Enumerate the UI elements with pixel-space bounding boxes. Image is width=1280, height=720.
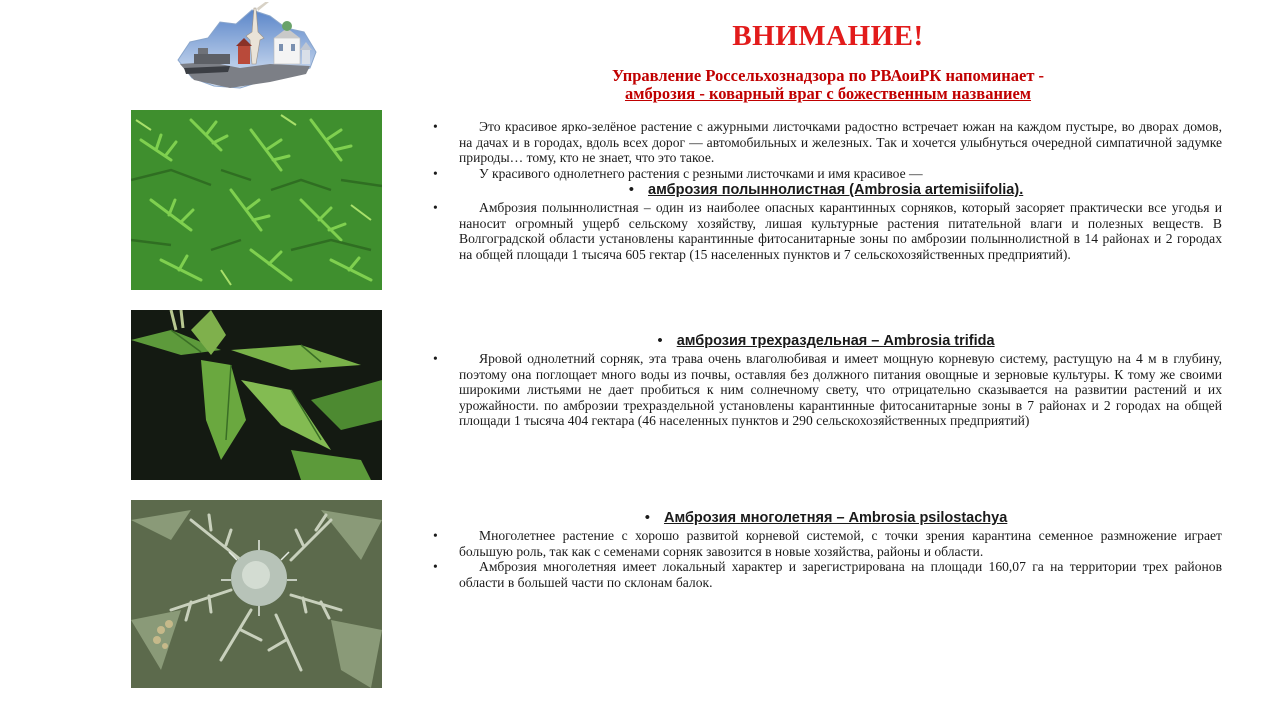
section-heading: • амброзия трехраздельная – Ambrosia trifida xyxy=(657,333,995,349)
section-heading: • Амброзия многолетняя – Ambrosia psilostachya xyxy=(644,510,1008,526)
ambrosia-psilostachya-photo xyxy=(131,500,382,688)
section-description: • Амброзия полыннолистная – один из наиболее опасных карантинных сорняков, который засоряет практически все угодья и наносит огромный ущерб сельскому хозяйству, лишая культурные растения питательной влаги и полезных веществ. В Волгоградской области установлены карантинные фитосанитарные зоны по амброзии полыннолистной в 14 районах и 2 городах на общей площади 1 тысяча 605 гектар (15 населенных пунктов и 7 сельскохозяйственных предприятий). xyxy=(433,200,1222,262)
section-description: • Многолетнее растение с хорошо развитой корневой системой, с точки зрения карантина семенное размножение играет большую роль, так как с семенами сорняк завозится в новые хозяйства, районы и области. xyxy=(433,528,1222,559)
section-artemisiifolia xyxy=(430,119,1222,262)
ambrosia-artemisiifolia-photo xyxy=(131,110,382,290)
page-subtitle xyxy=(520,67,1136,103)
volgograd-region-logo-icon xyxy=(170,2,320,94)
subtitle-line-1: Управление Россельхознадзора по РВАоиРК напоминает - xyxy=(611,66,1045,85)
ambrosia-trifida-photo xyxy=(131,310,382,480)
section-description: • Амброзия многолетняя имеет локальный характер и зарегистрирована на площади 160,07 га на территории трех районов области в большей части по склонам балок. xyxy=(433,559,1222,590)
section-heading: • амброзия полыннолистная (Ambrosia artemisiifolia). xyxy=(628,182,1024,198)
section-description: • Яровой однолетний сорняк, эта трава очень влаголюбивая и имеет мощную корневую систему, растущую на 4 м в глубину, поэтому она поглощает много воды из почвы, оставляя без должного питания овощные и зерновые культуры. К тому же своими широкими листьями не дает пробиться к ним солнечному свету, что отрицательно сказывается на развитии растений и их урожайности. по амброзии трехраздельной установлены карантинные фитосанитарные зоны в 7 районах и 2 городах на общей площади 1 тысяча 404 гектара (46 населенных пунктов и 290 сельскохозяйственных предприятий) xyxy=(433,351,1222,428)
intro-paragraph: • Это красивое ярко-зелёное растение с ажурными листочками радостно встречает южан на каждом пустыре, во дворах домов, на дачах и в городах, вдоль всех дорог — автомобильных и железных. Так и хочется улыбнуться очередной симпатичной задумке природы… тому, кто не знает, что это такое. xyxy=(433,119,1222,165)
section-psilostachya xyxy=(430,509,1222,590)
intro-paragraph: • У красивого однолетнего растения с резными листочками и имя красивое — xyxy=(433,165,923,181)
subtitle-line-2: амброзия - коварный враг с божественным названием xyxy=(624,84,1032,103)
page-title: ВНИМАНИЕ! xyxy=(732,20,924,52)
section-trifida xyxy=(430,332,1222,429)
